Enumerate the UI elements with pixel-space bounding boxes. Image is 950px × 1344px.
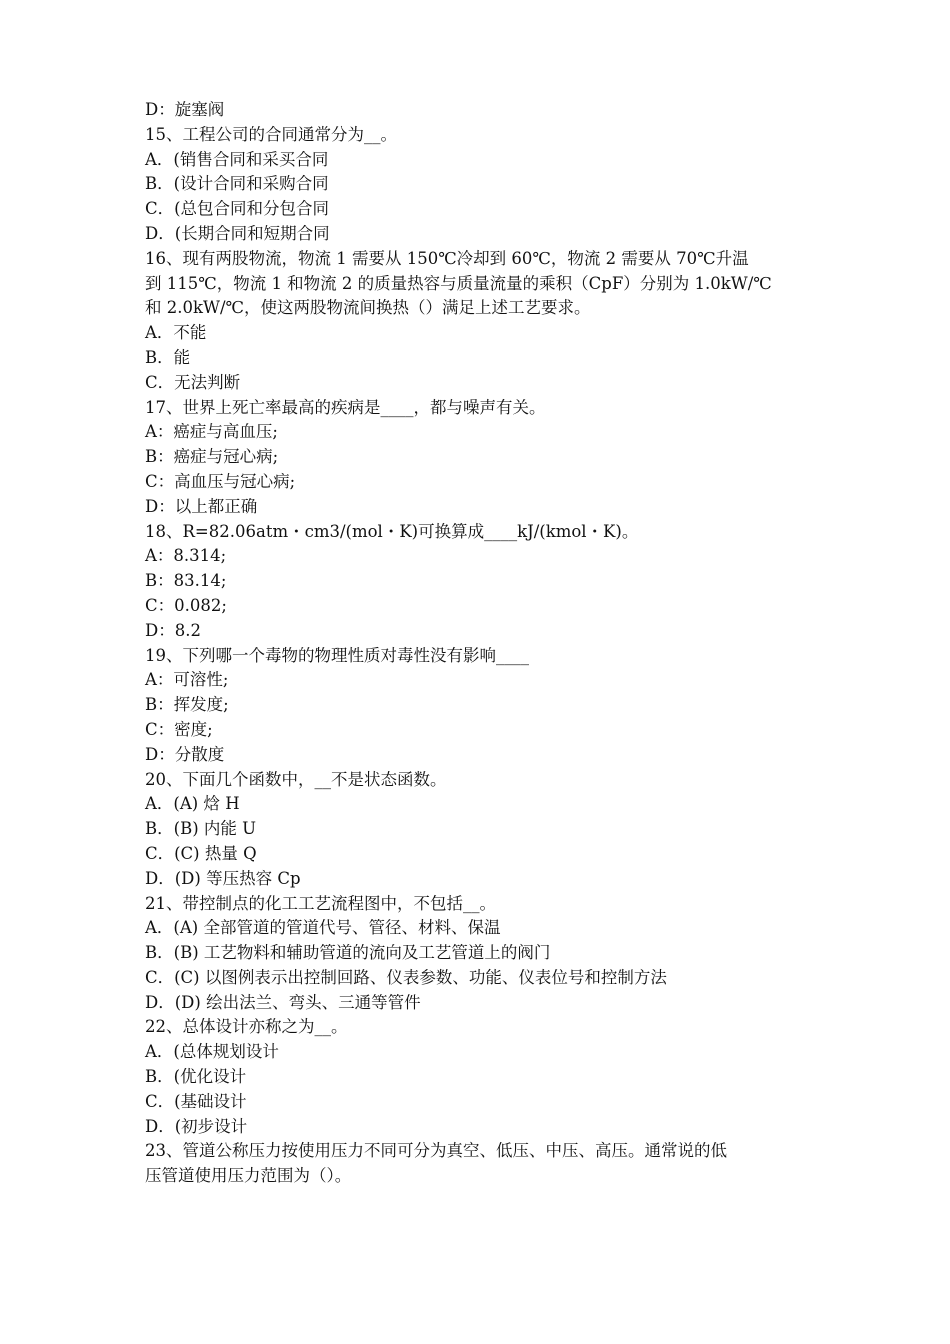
option-d: D．(长期合同和短期合同 xyxy=(145,223,330,243)
question-17: 17、世界上死亡率最高的疾病是____，都与噪声有关。 xyxy=(145,397,546,417)
option-b: B．能 xyxy=(145,347,191,367)
option-a: A．(A) 焓 H xyxy=(145,794,240,814)
option-d: D：分散度 xyxy=(145,744,225,764)
option-c: C．(C) 热量 Q xyxy=(145,843,257,863)
question-23: 23、管道公称压力按使用压力不同可分为真空、低压、中压、高压。通常说的低 xyxy=(145,1141,727,1161)
option-a: A．(总体规划设计 xyxy=(145,1042,279,1062)
option-c: C：密度; xyxy=(145,719,213,739)
option-d: D．(初步设计 xyxy=(145,1116,248,1136)
option-b: B：挥发度; xyxy=(145,695,229,715)
option-a: A：可溶性; xyxy=(145,670,229,690)
option-b: B：癌症与冠心病; xyxy=(145,447,279,467)
question-21: 21、带控制点的化工工艺流程图中，不包括__。 xyxy=(145,893,496,913)
option-b: B．(B) 工艺物料和辅助管道的流向及工艺管道上的阀门 xyxy=(145,943,551,963)
option-b: B：83.14; xyxy=(145,571,227,591)
option-c: C．(基础设计 xyxy=(145,1091,247,1111)
question-16-cont: 到 115℃，物流 1 和物流 2 的质量热容与质量流量的乘积（CpF）分别为 1.0kW/℃ xyxy=(145,273,772,293)
question-20: 20、下面几个函数中，__不是状态函数。 xyxy=(145,769,447,789)
option-c: C．(总包合同和分包合同 xyxy=(145,199,330,219)
question-18: 18、R=82.06atm・cm3/(mol・K)可换算成____kJ/(kmol・K)。 xyxy=(145,521,639,541)
option-a: A．(销售合同和采买合同 xyxy=(145,149,329,169)
question-23-cont: 压管道使用压力范围为（）。 xyxy=(145,1166,352,1186)
question-16: 16、现有两股物流，物流 1 需要从 150℃冷却到 60℃，物流 2 需要从 70℃升温 xyxy=(145,248,749,268)
option-c: C：0.082; xyxy=(145,595,227,615)
option-a: A．不能 xyxy=(145,323,207,343)
option-d: D：以上都正确 xyxy=(145,496,258,516)
option-a: A：8.314; xyxy=(145,546,227,566)
document-body xyxy=(145,98,825,1189)
question-15: 15、工程公司的合同通常分为__。 xyxy=(145,124,397,144)
option-a: A．(A) 全部管道的管道代号、管径、材料、保温 xyxy=(145,918,501,938)
option-c: C．无法判断 xyxy=(145,372,241,392)
option-d: D：8.2 xyxy=(145,620,201,640)
option-b: B．(设计合同和采购合同 xyxy=(145,174,329,194)
option-b: B．(优化设计 xyxy=(145,1067,247,1087)
question-22: 22、总体设计亦称之为__。 xyxy=(145,1017,348,1037)
text-line: D：旋塞阀 xyxy=(145,100,225,119)
option-c: C．(C) 以图例表示出控制回路、仪表参数、功能、仪表位号和控制方法 xyxy=(145,967,667,987)
option-c: C：高血压与冠心病; xyxy=(145,471,296,491)
question-19: 19、下列哪一个毒物的物理性质对毒性没有影响____ xyxy=(145,645,529,665)
option-b: B．(B) 内能 U xyxy=(145,819,257,839)
option-a: A：癌症与高血压; xyxy=(145,422,278,442)
question-16-cont: 和 2.0kW/℃，使这两股物流间换热（）满足上述工艺要求。 xyxy=(145,298,591,318)
option-d: D．(D) 绘出法兰、弯头、三通等管件 xyxy=(145,992,421,1012)
option-d: D．(D) 等压热容 Cp xyxy=(145,868,301,888)
